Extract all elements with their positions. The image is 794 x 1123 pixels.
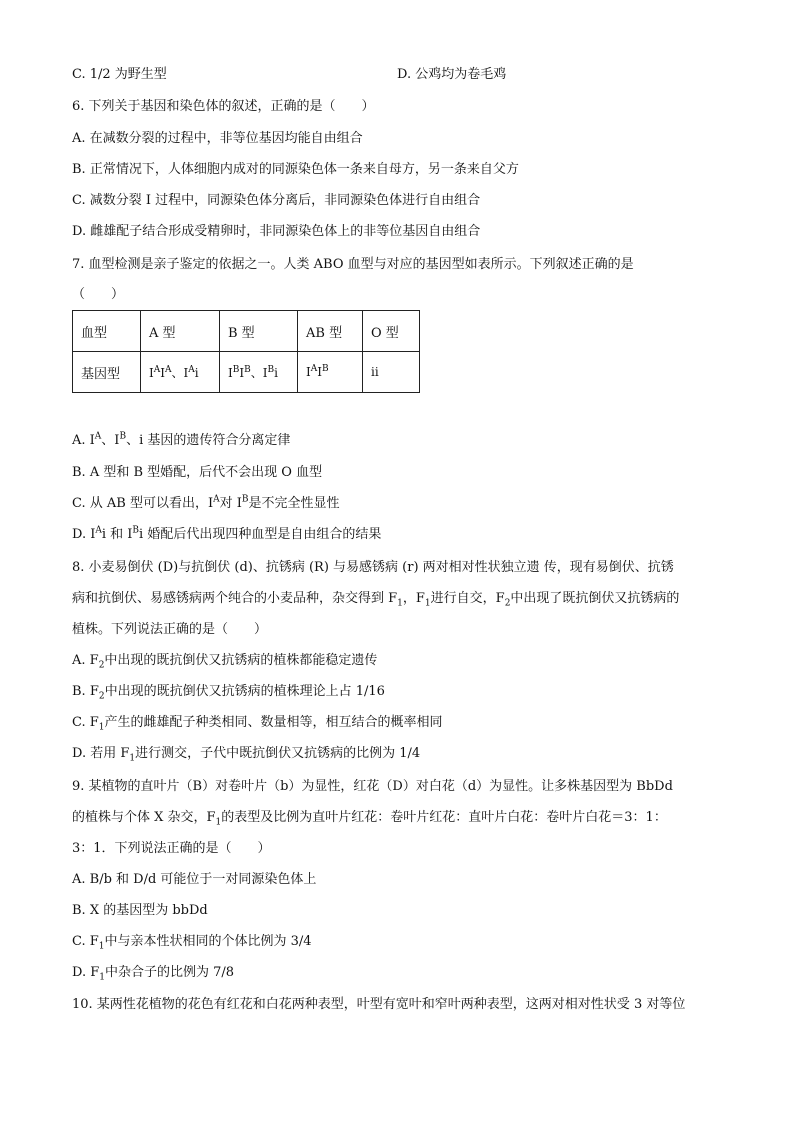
genotype-o-cell: ii [363, 352, 420, 393]
q7-option-b: B. A 型和 B 型婚配，后代不会出现 O 血型 [72, 465, 323, 480]
q6-stem: 6. 下列关于基因和染色体的叙述，正确的是（ ） [72, 99, 375, 114]
q9-option-a: A. B/b 和 D/d 可能位于一对同源染色体上 [72, 872, 317, 887]
q8-option-a: A. $F_2$中出现的既抗倒伏又抗锈病的植株都能稳定遗传 [72, 653, 378, 671]
q5-option-d: D. 公鸡均为卷毛鸡 [397, 67, 507, 82]
q9-stem-line3: 3：1．下列说法正确的是（ ） [72, 841, 271, 856]
q7-option-d: D. $I^Ai$ 和 $I^Bi$ 婚配后代出现四种血型是自由组合的结果 [72, 525, 382, 542]
q9-option-b: B. X 的基因型为 bbDd [72, 903, 208, 918]
table-cell: B 型 [220, 311, 298, 352]
q7-answer-paren: （ ） [72, 287, 125, 302]
table-cell: 基因型 [73, 352, 141, 393]
q6-option-a: A. 在减数分裂的过程中，非等位基因均能自由组合 [72, 131, 363, 146]
q7-option-a: A. $I^A$、$I^B$、i 基因的遗传符合分离定律 [72, 431, 291, 448]
q7-option-c: C. 从 AB 型可以看出，$I^A$对 $I^B$是不完全性显性 [72, 494, 340, 511]
q6-option-d: D. 雌雄配子结合形成受精卵时，非同源染色体上的非等位基因自由组合 [72, 224, 481, 239]
blood-type-table [72, 310, 420, 393]
q9-option-d: D. $F_1$中杂合子的比例为 7/8 [72, 965, 235, 983]
q9-stem-line2: 的植株与个体 X 杂交，$F_1$的表型及比例为直叶片红花：卷叶片红花：直叶片白花：卷叶片白花＝3：1： [72, 810, 667, 828]
table-cell: A 型 [141, 311, 220, 352]
table-genotype-row [73, 352, 420, 393]
q9-stem-line1: 9. 某植物的直叶片（B）对卷叶片（b）为显性，红花（D）对白花（d）为显性。让多株基因型为 BbDd [72, 779, 673, 794]
q5-option-c: C. 1/2 为野生型 [72, 67, 167, 82]
q6-option-b: B. 正常情况下，人体细胞内成对的同源染色体一条来自母方，另一条来自父方 [72, 162, 519, 177]
table-header-row [73, 311, 420, 352]
q8-option-b: B. $F_2$中出现的既抗倒伏又抗锈病的植株理论上占 1/16 [72, 684, 385, 702]
q8-option-d: D. 若用 $F_1$进行测交，子代中既抗倒伏又抗锈病的比例为 1/4 [72, 746, 421, 764]
q8-stem-line3: 植株。下列说法正确的是（ ） [72, 622, 268, 637]
genotype-ab-cell: $I^AI^B$ [298, 352, 363, 393]
genotype-a-cell: $I^AI^A$、$I^Ai$ [141, 352, 220, 393]
q8-stem-line2: 病和抗倒伏、易感锈病两个纯合的小麦品种，杂交得到 $F_1$，$F_1$进行自交，$F_2$中出现了既抗倒伏又抗锈病的 [72, 591, 680, 609]
table-cell: 血型 [73, 311, 141, 352]
q8-option-c: C. $F_1$产生的雌雄配子种类相同、数量相等，相互结合的概率相同 [72, 715, 443, 733]
q7-stem: 7. 血型检测是亲子鉴定的依据之一。人类 ABO 血型与对应的基因型如表所示。下列叙述正确的是 [72, 257, 634, 272]
table-cell: O 型 [363, 311, 420, 352]
table-cell: AB 型 [298, 311, 363, 352]
genotype-b-cell: $I^BI^B$、$I^Bi$ [220, 352, 298, 393]
q6-option-c: C. 减数分裂 I 过程中，同源染色体分离后，非同源染色体进行自由组合 [72, 193, 481, 208]
q10-stem-line1: 10. 某两性花植物的花色有红花和白花两种表型，叶型有宽叶和窄叶两种表型，这两对相对性状受 3 对等位 [72, 997, 686, 1012]
q9-option-c: C. $F_1$中与亲本性状相同的个体比例为 3/4 [72, 934, 312, 952]
q8-stem-line1: 8. 小麦易倒伏 (D)与抗倒伏 (d)、抗锈病 (R) 与易感锈病 (r) 两对相对性状独立遗 传，现有易倒伏、抗锈 [72, 560, 674, 575]
